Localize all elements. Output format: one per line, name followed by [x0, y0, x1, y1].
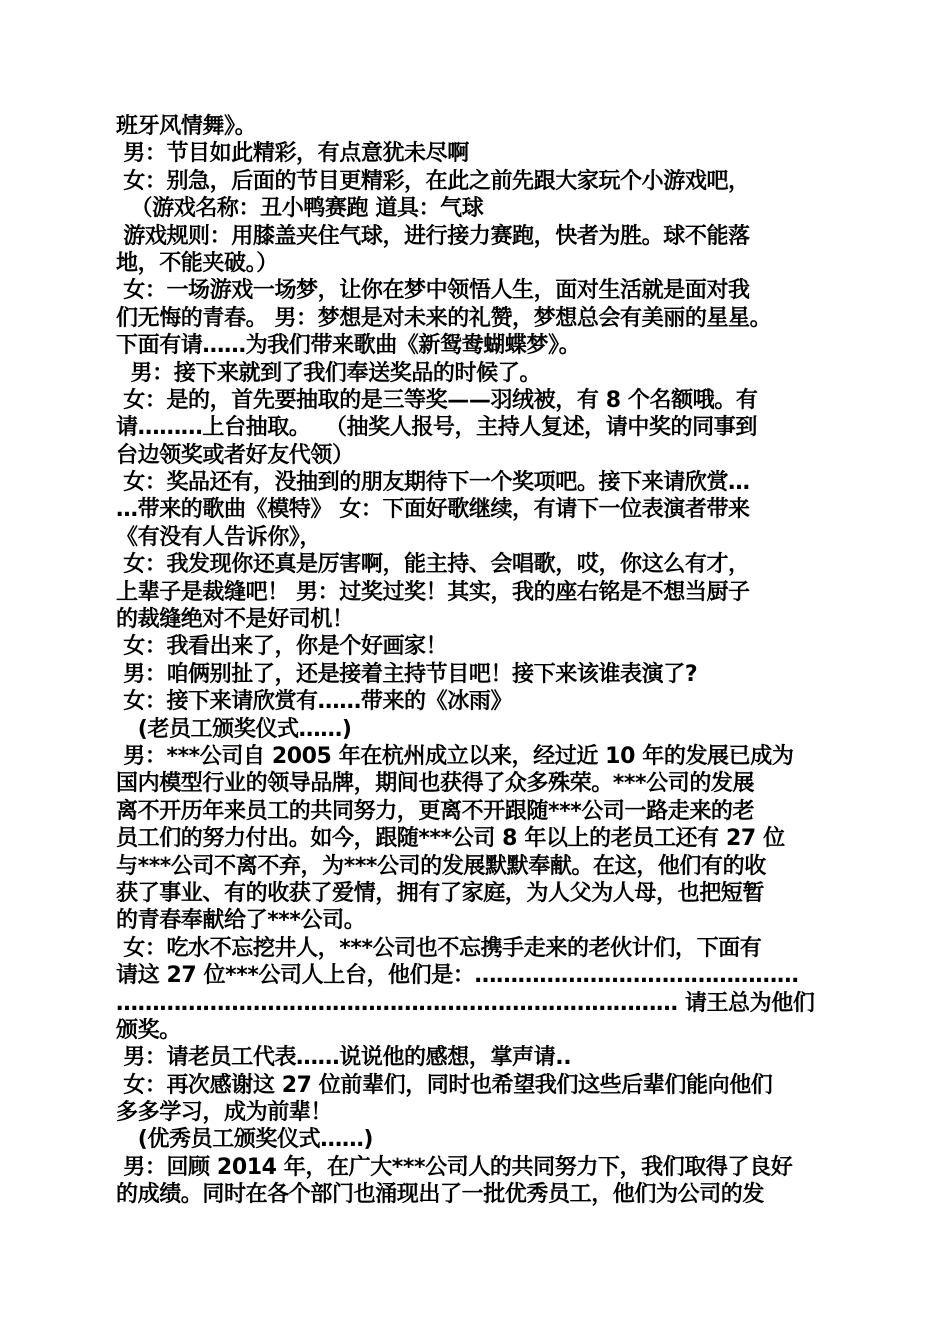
text-line: 班牙风情舞》。 — [116, 114, 257, 139]
text-line: 请这 27 位***公司人上台，他们是：……………………………………… — [116, 963, 799, 989]
text-line: 女：是的，首先要抽取的是三等奖——羽绒被，有 8 个名额哦。有 — [116, 387, 758, 413]
text-line: …带来的歌曲《模特》 女：下面好歌继续，有请下一位表演者带来 — [116, 497, 750, 523]
text-line: 国内模型行业的领导品牌，期间也获得了众多殊荣。***公司的发展 — [116, 771, 755, 797]
document-body — [116, 113, 836, 1209]
text-line: 女：一场游戏一场梦，让你在梦中领悟人生，面对生活就是面对我 — [116, 278, 750, 304]
text-line: 们无悔的青春。 男：梦想是对未来的礼赞，梦想总会有美丽的星星。 — [116, 305, 772, 331]
text-line: 的成绩。同时在各个部门也涌现出了一批优秀员工，他们为公司的发 — [116, 1182, 765, 1208]
text-line: 员工们的努力付出。如今，跟随***公司 8 年以上的老员工还有 27 位 — [116, 826, 785, 852]
text-line: 男：接下来就到了我们奉送奖品的时候了。 — [116, 360, 541, 386]
text-line: 女：接下来请欣赏有……带来的《冰雨》 — [116, 689, 513, 715]
text-line: 男：咱俩别扯了，还是接着主持节目吧！接下来该谁表演了? — [116, 661, 698, 687]
text-line: 地，不能夹破。） — [116, 250, 278, 276]
section-heading: (优秀员工颁奖仪式……) — [116, 1127, 374, 1153]
text-line: 下面有请……为我们带来歌曲《新鸳鸯蝴蝶梦》。 — [116, 333, 581, 359]
text-line: 离不开历年来员工的共同努力，更离不开跟随***公司一路走来的老 — [116, 798, 755, 824]
text-line: 女：奖品还有，没抽到的朋友期待下一个奖项吧。接下来请欣赏… — [116, 470, 750, 496]
text-line: 男：***公司自 2005 年在杭州成立以来，经过近 10 年的发展已成为 — [116, 743, 794, 769]
text-line: 多多学习，成为前辈！ — [116, 1100, 333, 1126]
section-heading: (老员工颁奖仪式……) — [116, 716, 352, 742]
text-line: 男：请老员工代表……说说他的感想，掌声请.. — [116, 1045, 572, 1071]
text-line: 与***公司不离不弃，为***公司的发展默默奉献。在这，他们有的收 — [116, 853, 766, 879]
text-line: 上辈子是裁缝吧！ 男：过奖过奖！其实，我的座右铭是不想当厨子 — [116, 579, 750, 605]
text-line: 男：节目如此精彩，有点意犹未尽啊 — [116, 141, 469, 167]
text-line: …………………………………………………………………… 请王总为他们 — [116, 990, 815, 1016]
text-line: 获了事业、有的收获了爱情，拥有了家庭，为人父为人母，也把短暂 — [116, 880, 765, 906]
text-line: 女：我看出来了，你是个好画家！ — [116, 634, 448, 660]
text-line: 男：回顾 2014 年，在广大***公司人的共同努力下，我们取得了良好 — [116, 1154, 793, 1180]
text-line: 请………上台抽取。 （抽奖人报号，主持人复述，请中奖的同事到 — [116, 415, 757, 441]
text-line: 女：别急，后面的节目更精彩，在此之前先跟大家玩个小游戏吧， — [116, 168, 750, 194]
text-line: 的青春奉献给了***公司。 — [116, 908, 366, 934]
text-line: 的裁缝绝对不是好司机！ — [116, 607, 354, 633]
text-line: 颁奖。 — [116, 1017, 181, 1043]
text-line: （游戏名称：丑小鸭赛跑 道具：气球 — [116, 196, 484, 222]
text-line: 游戏规则：用膝盖夹住气球，进行接力赛跑，快者为胜。球不能落 — [116, 223, 750, 249]
text-line: 《有没有人告诉你》， — [116, 524, 322, 550]
text-line: 女：再次感谢这 27 位前辈们，同时也希望我们这些后辈们能向他们 — [116, 1072, 773, 1098]
text-line: 女：我发现你还真是厉害啊，能主持、会唱歌，哎，你这么有才， — [116, 552, 750, 578]
text-line: 台边领奖或者好友代领） — [116, 442, 354, 468]
text-line: 女：吃水不忘挖井人，***公司也不忘携手走来的老伙计们，下面有 — [116, 935, 762, 961]
